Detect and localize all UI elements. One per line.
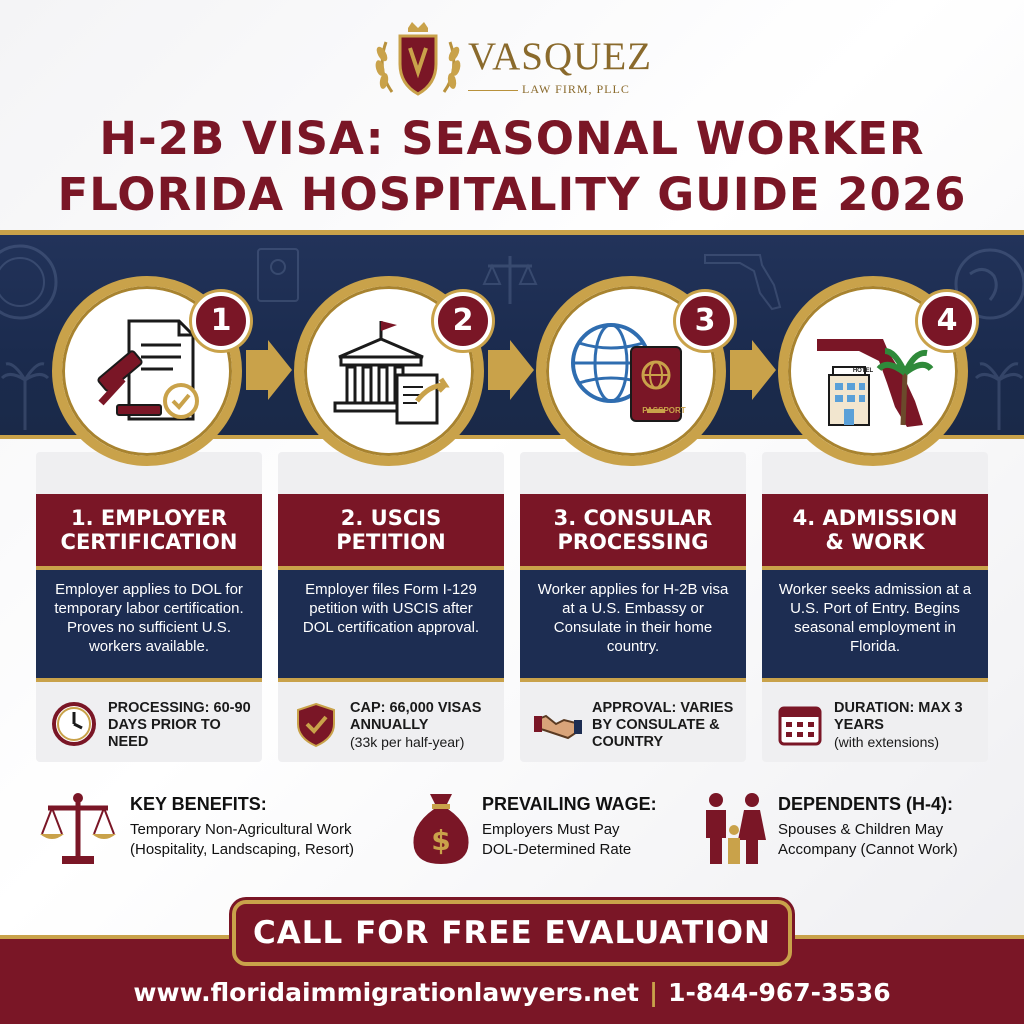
contact-line [0,978,1024,1007]
benefit-prevailing-wage [406,790,676,870]
step-title-line2: CERTIFICATION [60,530,238,554]
step-circle-4 [778,276,968,466]
step-footer-text [834,700,986,751]
benefit-dependents [700,790,1000,870]
step-title [520,494,746,570]
step-title [762,494,988,570]
logo-divider [468,90,518,91]
step-description: Employer applies to DOL for temporary labor certification. Proves no sufficient U.S. workers available. [36,570,262,682]
arrow-right-icon [246,340,292,400]
benefit-line1: Temporary Non-Agricultural Work [130,821,352,838]
benefit-line2: DOL-Determined Rate [482,841,632,858]
calendar-icon [776,700,824,748]
step-title-line1: 3. CONSULAR [553,506,713,530]
benefit-text [130,820,354,860]
step-title-line2: PETITION [336,530,446,554]
benefit-line2: Accompany (Cannot Work) [778,841,958,858]
free-evaluation-button[interactable]: CALL FOR FREE EVALUATION [232,900,792,966]
document-watermark-icon [250,245,310,305]
palm-watermark-icon [0,350,50,430]
family-icon [700,790,772,866]
benefit-title: DEPENDENTS (H-4): [778,794,954,814]
step-footer-text [108,700,260,751]
phone-link[interactable]: 1-844-967-3536 [668,978,891,1007]
benefit-line2: (Hospitality, Landscaping, Resort) [130,841,354,858]
benefit-text [482,820,631,860]
contact-separator: | [648,978,659,1007]
arrow-right-icon [730,340,776,400]
step-title [36,494,262,570]
step-card-1 [36,452,262,762]
step-footer-light: (33k per half-year) [350,734,465,750]
handshake-icon [534,700,582,748]
laurel-crest-icon [372,20,464,104]
step-title-line2: & WORK [825,530,925,554]
step-title-line1: 1. EMPLOYER [71,506,227,530]
arrow-right-icon [488,340,534,400]
step-card-3 [520,452,746,762]
money-bag-icon [406,790,476,866]
benefit-title: PREVAILING WAGE: [482,794,657,814]
step-number: 3 [676,292,734,350]
benefit-key-benefits [38,790,398,870]
clock-icon [50,700,98,748]
step-number: 4 [918,292,976,350]
seal-watermark-icon [0,242,60,322]
step-title-line1: 2. USCIS [340,506,442,530]
step-title-line2: PROCESSING [557,530,709,554]
scales-icon [38,790,122,866]
benefit-line1: Employers Must Pay [482,821,620,838]
step-footer-strong: CAP: 66,000 VISAS ANNUALLY [350,700,482,733]
step-footer [278,686,504,762]
step-number: 2 [434,292,492,350]
step-footer-text [350,700,502,751]
website-link[interactable]: www.floridaimmigrationlawyers.net [133,978,639,1007]
step-circle-3 [536,276,726,466]
page-title-line1: H-2B VISA: SEASONAL WORKER [99,112,925,165]
scales-watermark-icon [480,250,540,310]
step-footer [520,686,746,762]
shield-check-icon [292,700,340,748]
step-card-4 [762,452,988,762]
step-circle-1 [52,276,242,466]
passport-label: PASSPORT [642,406,686,415]
step-description: Employer files Form I-129 petition with USCIS after DOL certification approval. [278,570,504,682]
benefit-title: KEY BENEFITS: [130,794,267,814]
step-footer [762,686,988,762]
step-title-line1: 4. ADMISSION [792,506,958,530]
svg-text:$: $ [431,824,451,857]
firm-name: VASQUEZ [468,35,652,78]
step-card-2 [278,452,504,762]
palm-watermark-icon [974,350,1024,430]
step-description: Worker applies for H-2B visa at a U.S. Embassy or Consulate in their home country. [520,570,746,682]
step-footer-strong: PROCESSING: 60-90 DAYS PRIOR TO NEED [108,700,251,750]
step-footer-text [592,700,744,751]
step-circle-2 [294,276,484,466]
step-title [278,494,504,570]
benefit-text [778,820,958,860]
step-footer-light: (with extensions) [834,734,940,750]
benefit-line1: Spouses & Children May [778,821,944,838]
step-number: 1 [192,292,250,350]
step-description: Worker seeks admission at a U.S. Port of Entry. Begins seasonal employment in Florida. [762,570,988,682]
step-footer [36,686,262,762]
firm-subtitle: LAW FIRM, PLLC [522,82,630,96]
firm-logo [372,20,662,104]
page-title-line2: FLORIDA HOSPITALITY GUIDE 2026 [57,168,967,221]
step-footer-strong: APPROVAL: VARIES BY CONSULATE & COUNTRY [592,700,734,750]
step-footer-strong: DURATION: MAX 3 YEARS [834,700,963,733]
hotel-label: HOTEL [852,368,874,374]
